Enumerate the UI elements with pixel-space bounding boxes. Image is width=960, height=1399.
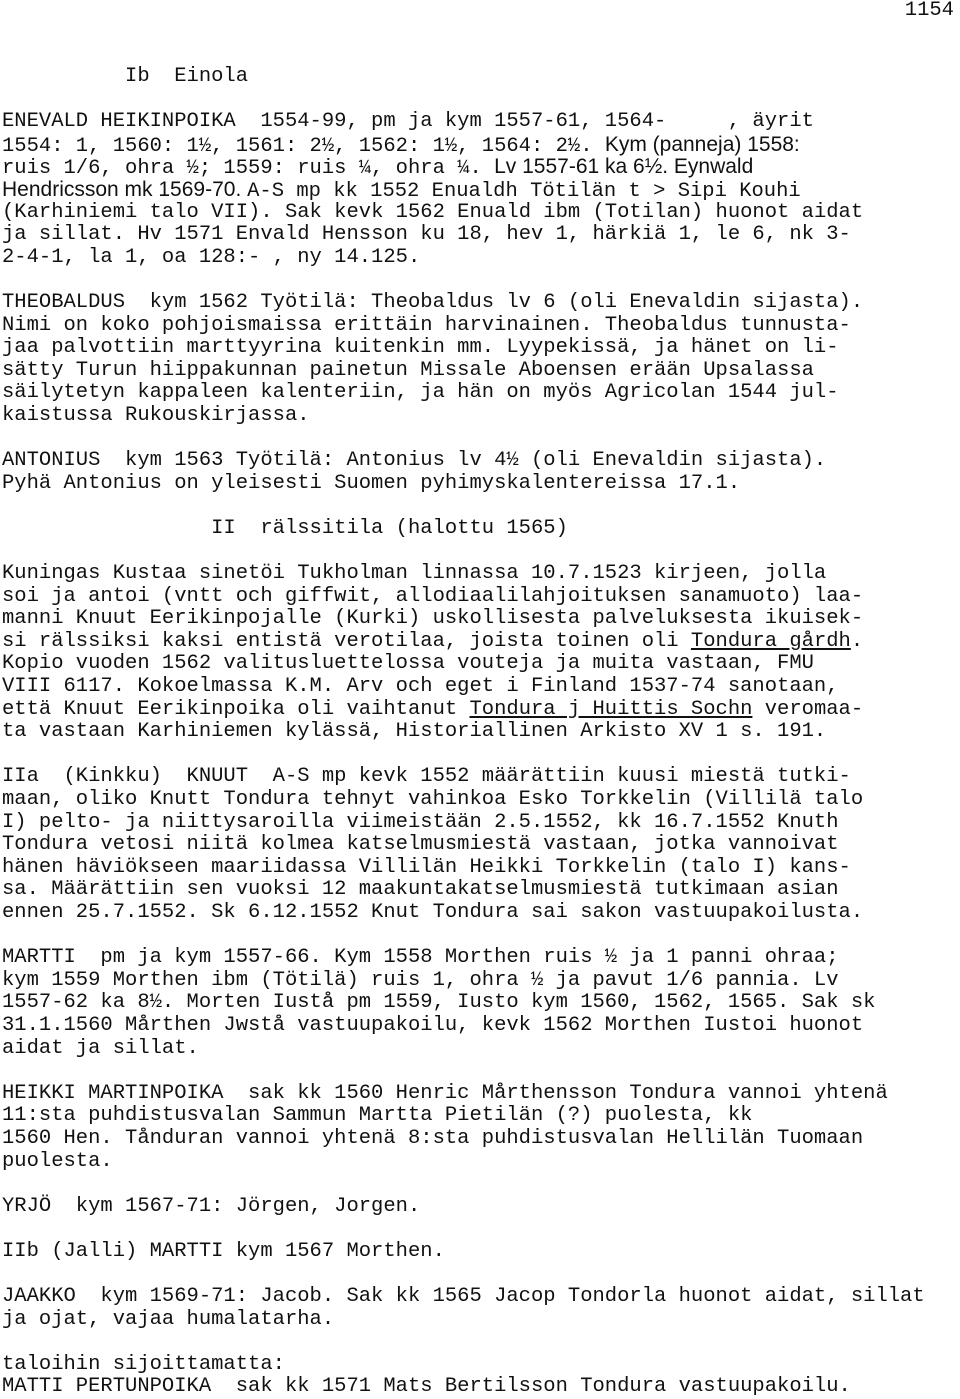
- line-gap: [2, 540, 958, 563]
- text-line: ta vastaan Karhiniemen kylässä, Historiallinen Arkisto XV 1 s. 191.: [2, 720, 827, 744]
- line-gap: [2, 428, 958, 451]
- line-gap: [2, 1331, 958, 1354]
- line-gap: [2, 1218, 958, 1241]
- text-segment: että Knuut Eerikinpoika oli vaihtanut: [2, 697, 470, 721]
- text-line: manni Knuut Eerikinpojalle (Kurki) uskollisesta palveluksesta ikuisek-: [2, 607, 864, 631]
- text-line: maan, oliko Knutt Tondura tehnyt vahinkoa Esko Torkkelin (Villilä talo: [2, 788, 864, 811]
- text-line: IIb (Jalli) MARTTI kym 1567 Morthen.: [2, 1239, 445, 1263]
- text-line: Kopio vuoden 1562 valitusluettelossa vouteja ja muita vastaan, FMU: [2, 652, 814, 676]
- text-segment: 1554: 1, 1560: 1½, 1561: 2½, 1562: 1½, 1564: 2½.: [2, 134, 605, 158]
- text-line: [2, 699, 958, 722]
- text-segment: Kym (panneja) 1558:: [604, 132, 800, 156]
- text-line: Pyhä Antonius on yleisesti Suomen pyhimyskalentereissa 17.1.: [2, 471, 741, 495]
- text-line: Ib Einola: [2, 65, 249, 88]
- text-segment: A-S mp kk 1552 Enualdh Tötilän t > Sipi Kouhi: [247, 179, 801, 203]
- text-line: MARTTI pm ja kym 1557-66. Kym 1558 Morthen ruis ½ ja 1 panni ohraa;: [2, 946, 839, 970]
- underlined-text: Tondura j Huittis Sochn: [469, 697, 753, 721]
- text-line: Kuningas Kustaa sinetöi Tukholman linnassa 10.7.1523 kirjeen, jolla: [2, 562, 827, 586]
- text-segment: (Karhiniemi talo VII).: [2, 200, 285, 224]
- text-segment: Sak kevk 1562 Enuald ibm (Totilan) huonot aidat: [284, 200, 864, 224]
- text-line: [2, 631, 958, 654]
- text-line: IIa (Kinkku) KNUUT A-S mp kevk 1552 määrättiin kuusi miestä tutki-: [2, 765, 851, 789]
- text-line: Nimi on koko pohjoismaissa erittäin harvinainen. Theobaldus tunnusta-: [2, 313, 851, 337]
- text-segment: Lv 1557-61 ka 6½. Eynwald: [494, 155, 754, 179]
- line-gap: [2, 1263, 958, 1286]
- text-line: MATTI PERTUNPOIKA sak kk 1571 Mats Bertilsson Tondura vastuupakoilu.: [2, 1375, 851, 1399]
- text-line: 31.1.1560 Mårthen Jwstå vastuupakoilu, kevk 1562 Morthen Iustoi huonot: [2, 1013, 864, 1037]
- text-line: HEIKKI MARTINPOIKA sak kk 1560 Henric Mårthensson Tondura vannoi yhtenä: [2, 1081, 888, 1105]
- text-line: [2, 202, 958, 225]
- text-line: kaistussa Rukouskirjassa.: [2, 403, 310, 427]
- text-segment: Hendricsson mk 1569-70.: [2, 177, 248, 201]
- text-segment: veromaa-: [752, 697, 864, 721]
- text-line: sa. Määrättiin sen vuoksi 12 maakuntakatselmusmiestä tutkimaan asian: [2, 878, 839, 902]
- document-body: [2, 66, 958, 1399]
- text-segment: ruis 1/6, ohra ½; 1559: ruis ¼, ohra ¼.: [2, 157, 495, 181]
- text-line: [2, 224, 958, 247]
- text-line: 2-4-1, la 1, oa 128:- , ny 14.125.: [2, 245, 421, 269]
- underlined-text: Tondura gårdh: [690, 629, 851, 653]
- text-line: taloihin sijoittamatta:: [2, 1352, 285, 1376]
- text-segment: ja sillat.: [2, 223, 138, 247]
- line-gap: [2, 1060, 958, 1083]
- line-gap: [2, 269, 958, 292]
- text-line: JAAKKO kym 1569-71: Jacob. Sak kk 1565 Jacop Tondorla huonot aidat, sillat: [2, 1285, 925, 1309]
- text-line: Tondura vetosi niitä kolmea katselmusmiestä vastaan, jotka vannoivat: [2, 833, 839, 857]
- text-line: VIII 6117. Kokoelmassa K.M. Arv och eget i Finland 1537-74 sanotaan,: [2, 675, 839, 699]
- text-line: kym 1559 Morthen ibm (Tötilä) ruis 1, ohra ½ ja pavut 1/6 pannia. Lv: [2, 968, 839, 992]
- text-line: hänen häviökseen maariidassa Villilän Heikki Torkkelin (talo I) kans-: [2, 855, 851, 879]
- text-line: II rälssitila (halottu 1565): [2, 516, 568, 540]
- text-line: ANTONIUS kym 1563 Työtilä: Antonius lv 4½ (oli Enevaldin sijasta).: [2, 449, 827, 473]
- line-gap: [2, 925, 958, 948]
- text-line: soi ja antoi (vntt och giffwit, allodiaalilahjoituksen sanamuoto) laa-: [2, 584, 864, 608]
- text-line: [2, 179, 958, 202]
- text-segment: si rälssiksi kaksi entistä verotilaa, joista toinen oli: [2, 629, 691, 653]
- text-line: ennen 25.7.1552. Sk 6.12.1552 Knut Tondura sai sakon vastuupakoilusta.: [2, 900, 864, 924]
- text-line: puolesta.: [2, 1149, 113, 1173]
- text-line: 1560 Hen. Tånduran vannoi yhtenä 8:sta puhdistusvalan Hellilän Tuomaan: [2, 1126, 864, 1150]
- text-line: I) pelto- ja niittysaroilla viimeistään 2.5.1552, kk 16.7.1552 Knuth: [2, 810, 839, 834]
- text-line: ja ojat, vajaa humalatarha.: [2, 1307, 335, 1331]
- page-number: 1154: [904, 0, 954, 22]
- text-line: [2, 156, 958, 179]
- text-line: THEOBALDUS kym 1562 Työtilä: Theobaldus lv 6 (oli Enevaldin sijasta).: [2, 290, 864, 314]
- line-gap: [2, 1173, 958, 1196]
- text-line: säilytetyn kappaleen kalenteriin, ja hän on myös Agricolan 1544 jul-: [2, 381, 839, 405]
- text-line: sätty Turun hiippakunnan painetun Missale Aboensen erään Upsalassa: [2, 358, 814, 382]
- text-segment: .: [850, 629, 864, 653]
- text-line: aidat ja sillat.: [2, 1036, 199, 1060]
- line-gap: [2, 495, 958, 518]
- text-line: ENEVALD HEIKINPOIKA 1554-99, pm ja kym 1557-61, 1564- , äyrit: [2, 110, 814, 134]
- text-line: jaa palvottiin marttyyrina kuitenkin mm. Lyypekissä, ja hänet on li-: [2, 336, 839, 360]
- line-gap: [2, 744, 958, 767]
- text-line: 11:sta puhdistusvalan Sammun Martta Pietilän (?) puolesta, kk: [2, 1104, 753, 1128]
- text-segment: Hv 1571 Envald Hensson ku 18, hev 1, härkiä 1, le 6, nk 3-: [137, 223, 851, 247]
- line-gap: [2, 89, 958, 112]
- text-line: [2, 134, 958, 157]
- text-line: 1557-62 ka 8½. Morten Iustå pm 1559, Iusto kym 1560, 1562, 1565. Sak sk: [2, 991, 876, 1015]
- text-line: YRJÖ kym 1567-71: Jörgen, Jorgen.: [2, 1194, 421, 1218]
